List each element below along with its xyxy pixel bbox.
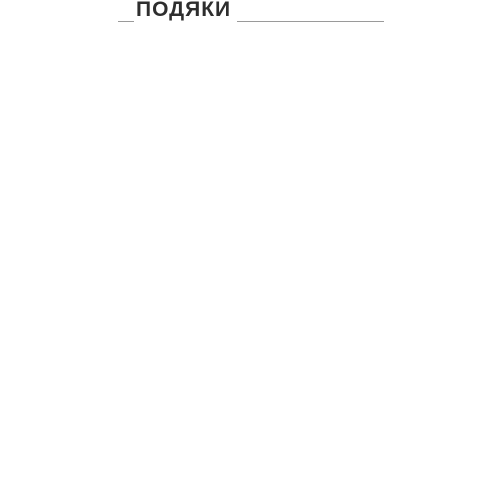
section-header xyxy=(118,0,384,22)
section-title: ПОДЯКИ xyxy=(134,0,237,23)
acknowledgements-body xyxy=(118,133,384,138)
